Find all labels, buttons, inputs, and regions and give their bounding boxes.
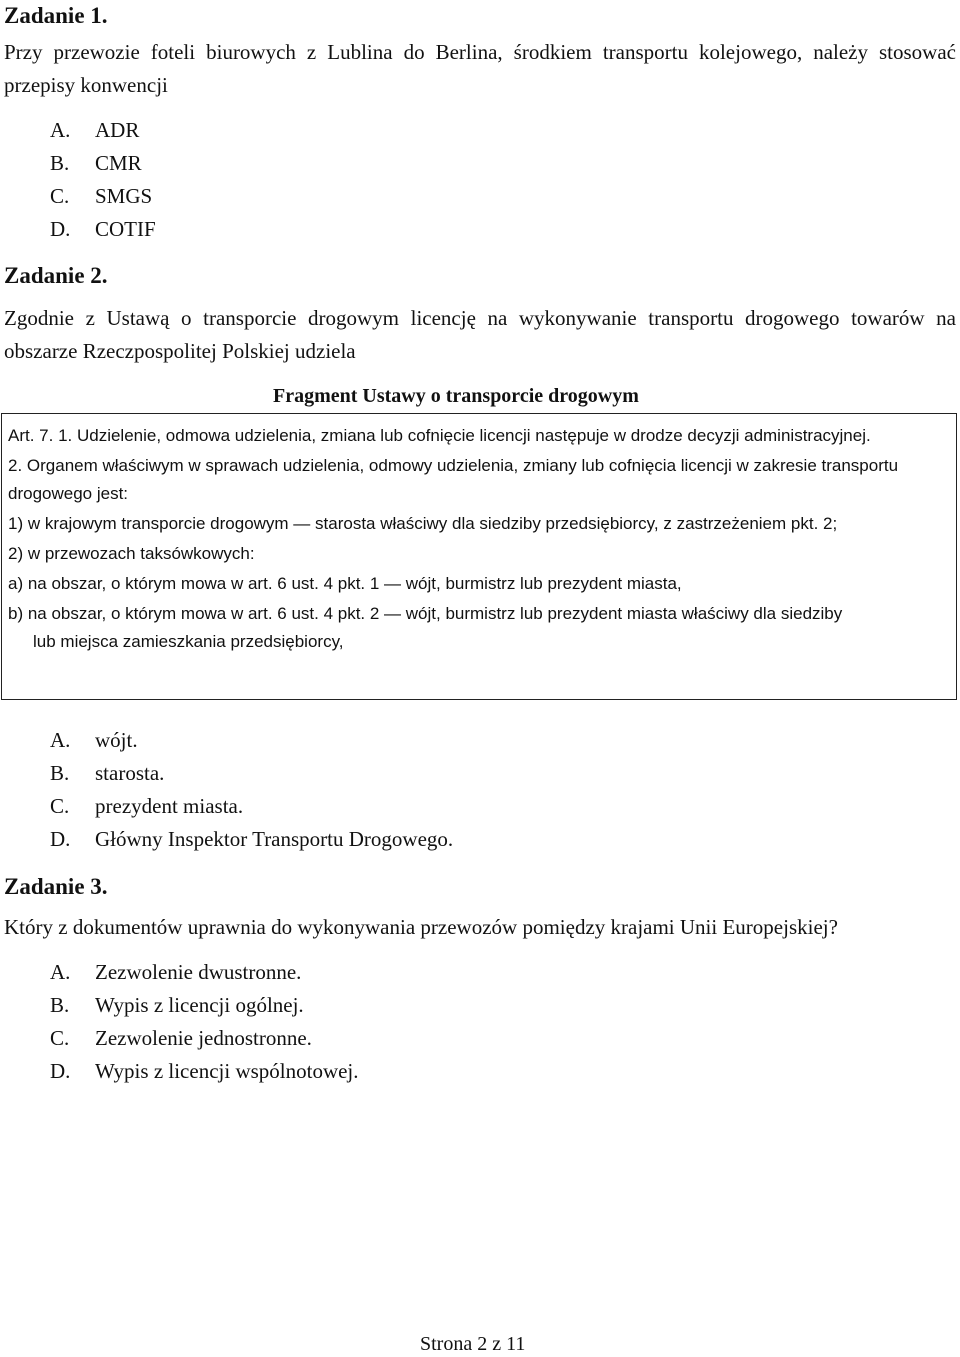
- q3-option-b: B. Wypis z licencji ogólnej.: [50, 993, 304, 1017]
- q1-option-d: D. COTIF: [50, 217, 156, 241]
- fragment-point-b: b) na obszar, o którym mowa w art. 6 ust. 4 pkt. 2 — wójt, burmistrz lub prezydent miasta właściwy dla siedziby: [8, 604, 843, 623]
- q1-option-c: C. SMGS: [50, 184, 153, 208]
- page-number: Strona 2 z 11: [420, 1333, 526, 1355]
- q2-option-c: C. prezydent miasta.: [50, 794, 244, 818]
- q1-heading: Zadanie 1.: [4, 3, 108, 28]
- fragment-point-a: a) na obszar, o którym mowa w art. 6 ust. 4 pkt. 1 — wójt, burmistrz lub prezydent miasta,: [8, 574, 682, 593]
- fragment-title: Fragment Ustawy o transporcie drogowym: [273, 385, 639, 407]
- q1-option-b: B. CMR: [50, 151, 142, 175]
- law-fragment-box: [1, 413, 957, 700]
- q3-question: Który z dokumentów uprawnia do wykonywania przewozów pomiędzy krajami Unii Europejskiej?: [4, 915, 838, 939]
- fragment-point-b-cont: lub miejsca zamieszkania przedsiębiorcy,: [33, 632, 344, 651]
- fragment-point-2-1: 1) w krajowym transporcie drogowym — starosta właściwy dla siedziby przedsiębiorcy, z zastrzeżeniem pkt. 2;: [8, 514, 838, 533]
- q2-option-a: A. wójt.: [50, 728, 138, 752]
- q3-heading: Zadanie 3.: [4, 874, 108, 899]
- q2-option-d: D. Główny Inspektor Transportu Drogowego.: [50, 827, 454, 851]
- q2-question: Zgodnie z Ustawą o transporcie drogowym licencję na wykonywanie transportu drogowego towarów na obszarze Rzeczpospolitej Polskiej udziela: [4, 306, 956, 363]
- q3-option-a: A. Zezwolenie dwustronne.: [50, 960, 302, 984]
- q3-option-d: D. Wypis z licencji wspólnotowej.: [50, 1059, 359, 1083]
- q3-option-c: C. Zezwolenie jednostronne.: [50, 1026, 312, 1050]
- q2-option-b: B. starosta.: [50, 761, 165, 785]
- q1-option-a: A. ADR: [50, 118, 140, 142]
- q2-options: [50, 724, 453, 856]
- q2-heading: Zadanie 2.: [4, 263, 108, 288]
- fragment-art-7: Art. 7. 1. Udzielenie, odmowa udzielenia, zmiana lub cofnięcie licencji następuje w drodze decyzji administracyjnej.: [8, 426, 871, 445]
- fragment-point-2-2: 2) w przewozach taksówkowych:: [8, 544, 255, 563]
- q1-options: [50, 114, 156, 246]
- q3-options: [50, 956, 359, 1088]
- fragment-point-2: 2. Organem właściwym w sprawach udzielenia, odmowy udzielenia, zmiany lub cofnięcia licencji w zakresie transportu drogowego jest:: [8, 456, 899, 503]
- q1-question: Przy przewozie foteli biurowych z Lublina do Berlina, środkiem transportu kolejowego, należy stosować przepisy konwencji: [4, 40, 956, 97]
